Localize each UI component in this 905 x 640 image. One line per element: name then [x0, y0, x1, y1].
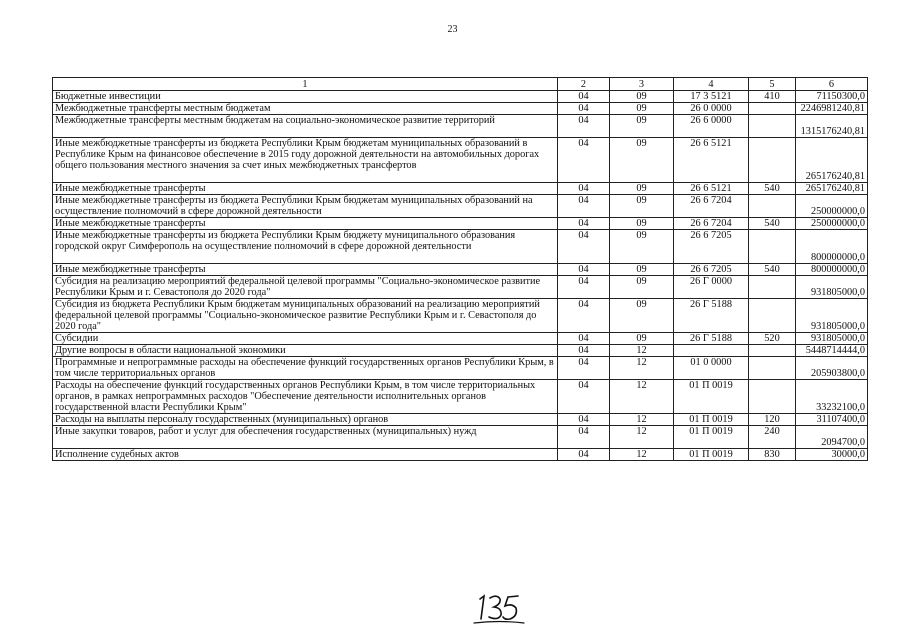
table-header-row [53, 78, 868, 91]
row-name-cell: Иные межбюджетные трансферты [53, 183, 558, 195]
row-target-article-cell: 01 П 0019 [674, 414, 749, 426]
row-name-cell: Иные межбюджетные трансферты из бюджета Республики Крым бюджетам муниципальных образований на осуществление полномочий в сфере дорожной деятельности [53, 195, 558, 218]
table-row [53, 264, 868, 276]
row-amount-cell: 30000,0 [796, 449, 868, 461]
table-row [53, 276, 868, 299]
row-expense-type-cell: 540 [749, 183, 796, 195]
row-expense-type-cell [749, 380, 796, 414]
row-section-cell: 04 [558, 218, 610, 230]
row-section-cell: 04 [558, 264, 610, 276]
row-section-cell: 04 [558, 426, 610, 449]
row-section-cell: 04 [558, 230, 610, 264]
table-row [53, 138, 868, 183]
row-name-cell: Межбюджетные трансферты местным бюджетам на социально-экономическое развитие территорий [53, 115, 558, 138]
row-expense-type-cell [749, 138, 796, 183]
row-expense-type-cell [749, 276, 796, 299]
row-name-cell: Субсидия на реализацию мероприятий федеральной целевой программы "Социально-экономическое развитие Республики Крым и г. Севастополя до 2020 года" [53, 276, 558, 299]
row-target-article-cell: 26 6 0000 [674, 115, 749, 138]
row-amount-cell: 33232100,0 [796, 380, 868, 414]
row-amount-cell: 2246981240,81 [796, 103, 868, 115]
row-target-article-cell: 26 6 7204 [674, 218, 749, 230]
table-row [53, 345, 868, 357]
row-name-cell: Другие вопросы в области национальной экономики [53, 345, 558, 357]
row-subsection-cell: 09 [610, 218, 674, 230]
row-amount-cell: 250000000,0 [796, 218, 868, 230]
row-amount-cell: 31107400,0 [796, 414, 868, 426]
row-subsection-cell: 12 [610, 449, 674, 461]
row-target-article-cell: 26 0 0000 [674, 103, 749, 115]
column-header: 3 [610, 78, 674, 91]
row-expense-type-cell [749, 357, 796, 380]
row-amount-cell: 205903800,0 [796, 357, 868, 380]
row-amount-cell: 931805000,0 [796, 299, 868, 333]
row-expense-type-cell: 520 [749, 333, 796, 345]
row-expense-type-cell: 410 [749, 91, 796, 103]
row-section-cell: 04 [558, 115, 610, 138]
row-subsection-cell: 09 [610, 333, 674, 345]
row-target-article-cell: 26 6 7205 [674, 264, 749, 276]
row-name-cell: Программные и непрограммные расходы на обеспечение функций государственных органов Республики Крым, в том числе территориальных органов [53, 357, 558, 380]
row-amount-cell: 1315176240,81 [796, 115, 868, 138]
row-section-cell: 04 [558, 103, 610, 115]
row-subsection-cell: 09 [610, 91, 674, 103]
row-subsection-cell: 09 [610, 138, 674, 183]
row-name-cell: Иные межбюджетные трансферты из бюджета Республики Крым бюджету муниципального образования городской округ Симферополь на осуществление полномочий в сфере дорожной деятельности [53, 230, 558, 264]
column-header: 5 [749, 78, 796, 91]
row-section-cell: 04 [558, 183, 610, 195]
row-target-article-cell [674, 345, 749, 357]
table-row [53, 195, 868, 218]
column-header: 2 [558, 78, 610, 91]
row-amount-cell: 931805000,0 [796, 333, 868, 345]
row-section-cell: 04 [558, 380, 610, 414]
row-name-cell: Бюджетные инвестиции [53, 91, 558, 103]
row-section-cell: 04 [558, 414, 610, 426]
row-name-cell: Межбюджетные трансферты местным бюджетам [53, 103, 558, 115]
row-target-article-cell: 01 0 0000 [674, 357, 749, 380]
table-row [53, 333, 868, 345]
row-name-cell: Иные закупки товаров, работ и услуг для обеспечения государственных (муниципальных) нужд [53, 426, 558, 449]
row-subsection-cell: 09 [610, 264, 674, 276]
row-section-cell: 04 [558, 333, 610, 345]
row-subsection-cell: 12 [610, 426, 674, 449]
row-section-cell: 04 [558, 299, 610, 333]
row-target-article-cell: 17 3 5121 [674, 91, 749, 103]
row-amount-cell: 931805000,0 [796, 276, 868, 299]
row-subsection-cell: 09 [610, 103, 674, 115]
row-subsection-cell: 09 [610, 195, 674, 218]
row-subsection-cell: 09 [610, 276, 674, 299]
row-amount-cell: 265176240,81 [796, 183, 868, 195]
handwritten-page-number [470, 589, 530, 627]
row-name-cell: Расходы на обеспечение функций государственных органов Республики Крым, в том числе территориальных органов, в рамках непрограммных расходов "Обеспечение деятельности исполнительных органов государственной власти Республики Крым" [53, 380, 558, 414]
row-target-article-cell: 26 6 5121 [674, 138, 749, 183]
row-amount-cell: 250000000,0 [796, 195, 868, 218]
table-row [53, 414, 868, 426]
table-row [53, 218, 868, 230]
row-section-cell: 04 [558, 195, 610, 218]
row-target-article-cell: 26 Г 5188 [674, 299, 749, 333]
row-amount-cell: 71150300,0 [796, 91, 868, 103]
column-header: 6 [796, 78, 868, 91]
row-target-article-cell: 26 Г 5188 [674, 333, 749, 345]
row-name-cell: Иные межбюджетные трансферты [53, 264, 558, 276]
row-amount-cell: 265176240,81 [796, 138, 868, 183]
row-expense-type-cell: 830 [749, 449, 796, 461]
row-target-article-cell: 01 П 0019 [674, 449, 749, 461]
row-subsection-cell: 12 [610, 357, 674, 380]
row-subsection-cell: 09 [610, 230, 674, 264]
row-name-cell: Иные межбюджетные трансферты [53, 218, 558, 230]
row-expense-type-cell [749, 299, 796, 333]
budget-table [52, 77, 868, 461]
row-expense-type-cell [749, 115, 796, 138]
row-subsection-cell: 12 [610, 345, 674, 357]
row-expense-type-cell [749, 103, 796, 115]
row-name-cell: Исполнение судебных актов [53, 449, 558, 461]
row-expense-type-cell [749, 195, 796, 218]
row-expense-type-cell: 240 [749, 426, 796, 449]
row-subsection-cell: 09 [610, 299, 674, 333]
row-name-cell: Расходы на выплаты персоналу государственных (муниципальных) органов [53, 414, 558, 426]
row-amount-cell: 5448714444,0 [796, 345, 868, 357]
table-row [53, 299, 868, 333]
row-subsection-cell: 12 [610, 414, 674, 426]
row-amount-cell: 800000000,0 [796, 230, 868, 264]
table-row [53, 115, 868, 138]
row-subsection-cell: 12 [610, 380, 674, 414]
row-expense-type-cell: 540 [749, 264, 796, 276]
row-amount-cell: 800000000,0 [796, 264, 868, 276]
row-name-cell: Субсидии [53, 333, 558, 345]
column-header: 4 [674, 78, 749, 91]
table-row [53, 91, 868, 103]
row-expense-type-cell [749, 230, 796, 264]
column-header: 1 [53, 78, 558, 91]
table-row [53, 103, 868, 115]
row-target-article-cell: 26 6 5121 [674, 183, 749, 195]
row-subsection-cell: 09 [610, 183, 674, 195]
row-name-cell: Субсидия из бюджета Республики Крым бюджетам муниципальных образований на реализацию мероприятий федеральной целевой программы "Социально-экономическое развитие Республики Крым и г. Севастополя до 2020 года" [53, 299, 558, 333]
row-subsection-cell: 09 [610, 115, 674, 138]
row-section-cell: 04 [558, 91, 610, 103]
row-target-article-cell: 26 6 7205 [674, 230, 749, 264]
row-target-article-cell: 01 П 0019 [674, 380, 749, 414]
row-section-cell: 04 [558, 138, 610, 183]
table-row [53, 426, 868, 449]
table-row [53, 183, 868, 195]
row-target-article-cell: 01 П 0019 [674, 426, 749, 449]
row-expense-type-cell [749, 345, 796, 357]
page-number: 23 [447, 24, 458, 35]
row-expense-type-cell: 120 [749, 414, 796, 426]
row-target-article-cell: 26 Г 0000 [674, 276, 749, 299]
table-row [53, 380, 868, 414]
row-name-cell: Иные межбюджетные трансферты из бюджета Республики Крым бюджетам муниципальных образований в Республике Крым на финансовое обеспечение в 2015 году дорожной деятельности на автомобильных дорогах общего пользования местного значения за счет иных межбюджетных трансфертов [53, 138, 558, 183]
table-row [53, 449, 868, 461]
table-row [53, 357, 868, 380]
row-amount-cell: 2094700,0 [796, 426, 868, 449]
row-expense-type-cell: 540 [749, 218, 796, 230]
table-row [53, 230, 868, 264]
row-target-article-cell: 26 6 7204 [674, 195, 749, 218]
row-section-cell: 04 [558, 357, 610, 380]
row-section-cell: 04 [558, 449, 610, 461]
row-section-cell: 04 [558, 276, 610, 299]
row-section-cell: 04 [558, 345, 610, 357]
